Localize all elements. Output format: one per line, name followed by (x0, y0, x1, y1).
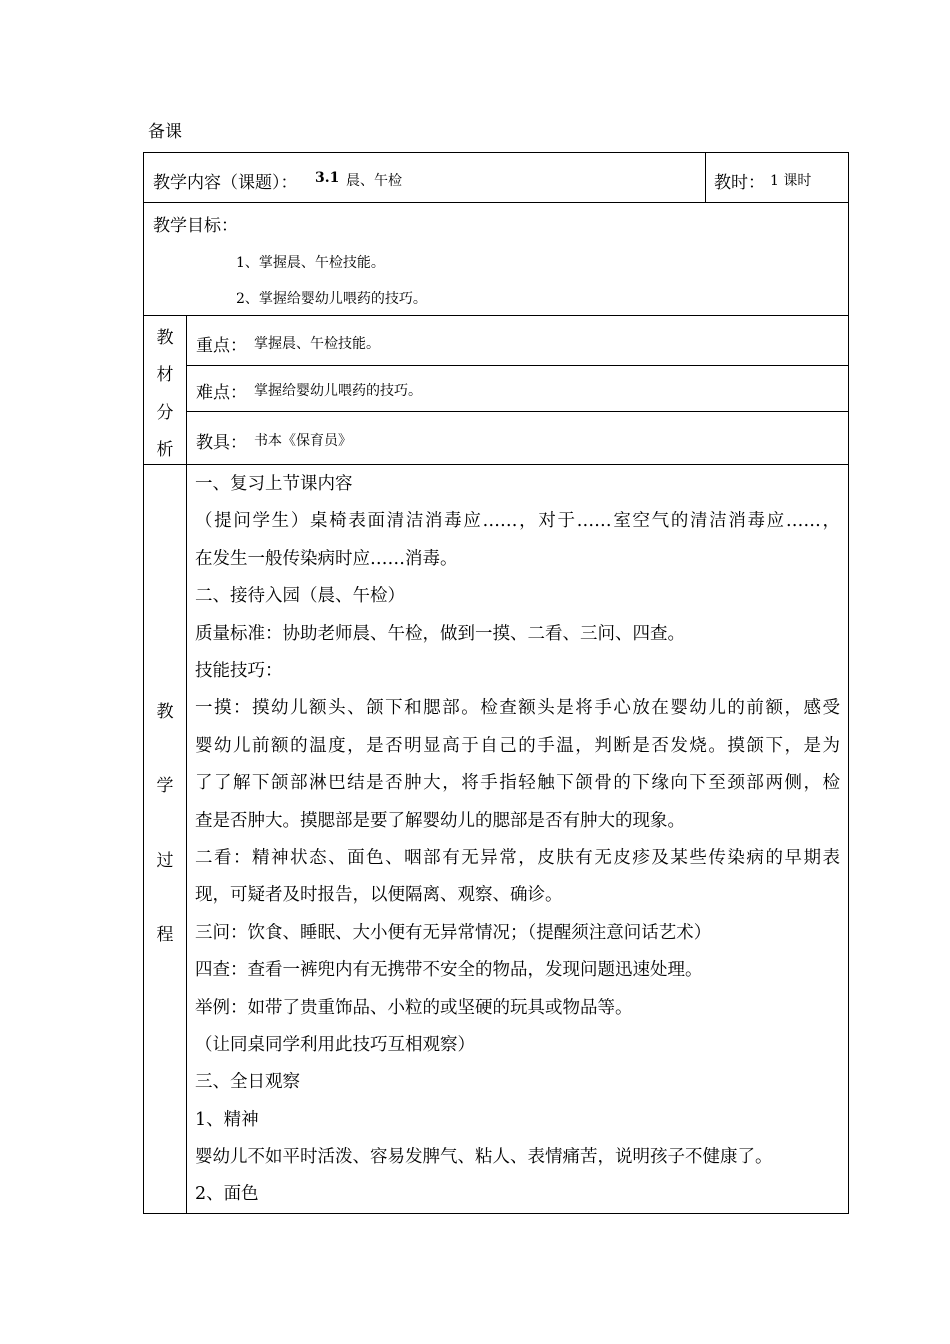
tools-value: 书本《保育员》 (254, 433, 352, 449)
tools-cell (186, 411, 849, 465)
content-label: 教学内容（课题）： (153, 173, 298, 193)
process-line: 技能技巧： (195, 661, 283, 681)
process-line: 二看：精神状态、面色、咽部有无异常，皮肤有无皮疹及某些传染病的早期表 (195, 848, 840, 868)
process-line: 在发生一般传染病时应……消毒。 (195, 549, 458, 569)
process-line: 四查：查看一裤兜内有无携带不安全的物品，发现问题迅速处理。 (195, 960, 703, 980)
process-side-char: 程 (156, 925, 174, 945)
process-line: 一、复习上节课内容 (195, 474, 353, 494)
process-line: 2、面色 (195, 1184, 259, 1204)
process-line: 婴幼儿前额的温度，是否明显高于自己的手温，判断是否发烧。摸颌下，是为 (195, 736, 840, 756)
process-line: 二、接待入园（晨、午检） (195, 586, 405, 606)
process-line: 查是否肿大。摸腮部是要了解婴幼儿的腮部是否有肿大的现象。 (195, 811, 685, 831)
process-line: 一摸：摸幼儿额头、颌下和腮部。检查额头是将手心放在婴幼儿的前额，感受 (195, 698, 840, 718)
key-point-cell (186, 315, 849, 366)
process-content-cell (186, 464, 849, 1214)
process-line: 现，可疑者及时报告，以便隔离、观察、确诊。 (195, 885, 563, 905)
process-side-char: 学 (156, 776, 174, 796)
objectives-cell (143, 202, 849, 316)
lesson-number: 3.1 (315, 170, 340, 186)
analysis-side-cell (143, 315, 187, 465)
difficulty-label: 难点： (196, 383, 247, 403)
process-side-cell (143, 464, 187, 1214)
hours-label: 教时： (714, 173, 765, 193)
difficulty-cell (186, 365, 849, 412)
key-value: 掌握晨、午检技能。 (254, 336, 380, 352)
process-line: 质量标准：协助老师晨、午检，做到一摸、二看、三问、四查。 (195, 624, 685, 644)
process-line: 三、全日观察 (195, 1072, 300, 1092)
lesson-title: 晨、午检 (346, 173, 402, 189)
process-side-char: 教 (156, 702, 174, 722)
process-line: 举例：如带了贵重饰品、小粒的或坚硬的玩具或物品等。 (195, 998, 633, 1018)
process-line: 三问：饮食、睡眠、大小便有无异常情况；（提醒须注意问话艺术） (195, 923, 712, 943)
process-line: （提问学生）桌椅表面清洁消毒应……，对于……室空气的清洁消毒应……， (195, 511, 840, 531)
key-label: 重点： (196, 336, 247, 356)
process-line: 1、精神 (195, 1110, 259, 1130)
analysis-side-char: 教 (156, 328, 174, 348)
process-side-char: 过 (156, 851, 174, 871)
process-line: 了了解下颌部淋巴结是否肿大，将手指轻触下颌骨的下缘向下至颈部两侧，检 (195, 773, 840, 793)
analysis-side-char: 分 (156, 403, 174, 423)
objectives-label: 教学目标： (153, 216, 238, 236)
process-line: （让同桌同学利用此技巧互相观察） (195, 1035, 475, 1055)
tools-label: 教具： (196, 433, 247, 453)
lesson-hours-cell (705, 152, 849, 203)
process-line: 婴幼儿不如平时活泼、容易发脾气、粘人、表情痛苦，说明孩子不健康了。 (195, 1147, 773, 1167)
objective-item: 1、掌握晨、午检技能。 (236, 255, 385, 271)
hours-value: 1 课时 (770, 173, 812, 189)
analysis-side-char: 材 (156, 365, 174, 385)
analysis-side-char: 析 (156, 440, 174, 460)
difficulty-value: 掌握给婴幼儿喂药的技巧。 (254, 383, 422, 399)
page-heading: 备课 (148, 122, 182, 142)
objective-item: 2、掌握给婴幼儿喂药的技巧。 (236, 291, 427, 307)
lesson-content-cell (143, 152, 706, 203)
